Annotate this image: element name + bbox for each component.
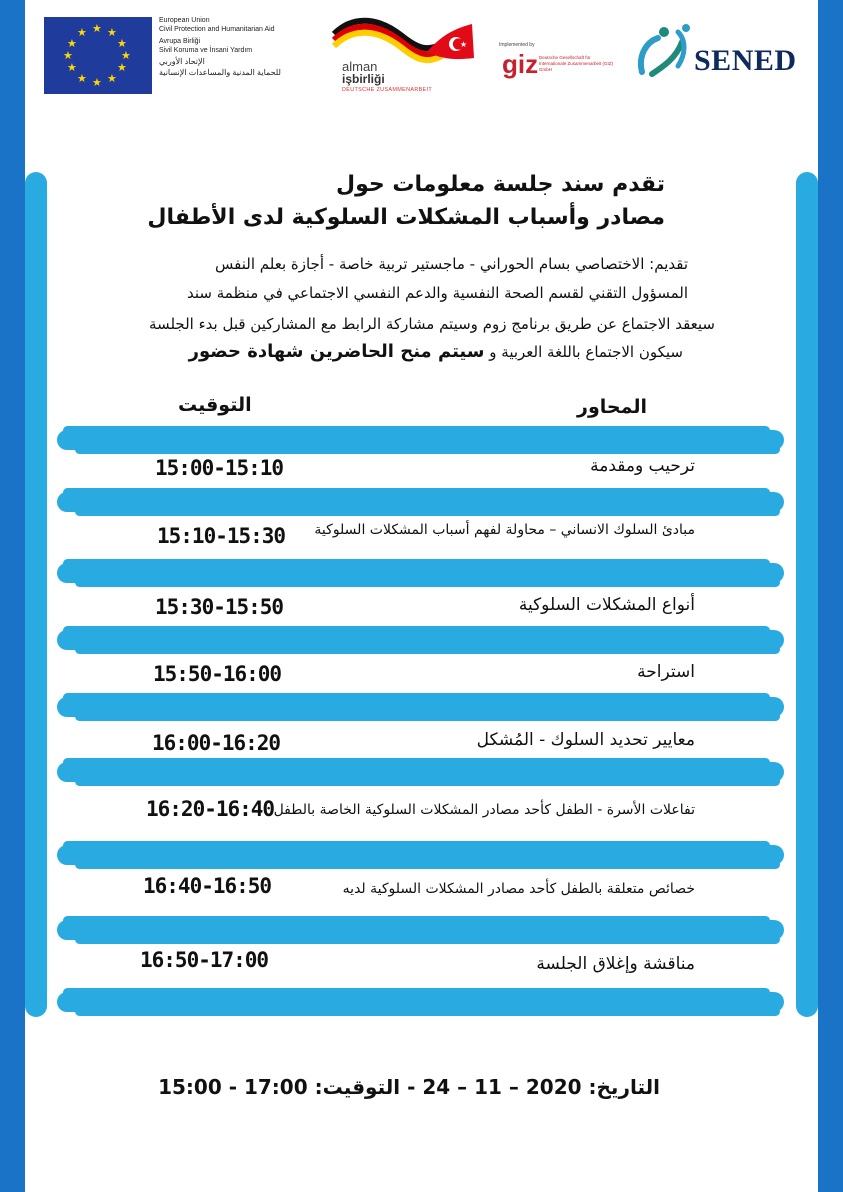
right-frame-bar <box>796 172 818 1017</box>
footer-date-time <box>60 1075 660 1099</box>
stripe-divider <box>57 630 784 650</box>
schedule-topic: استراحة <box>637 662 695 682</box>
svg-text:★: ★ <box>460 40 468 49</box>
schedule-time: 16:00-16:20 <box>152 731 281 755</box>
partner-logos <box>44 12 804 102</box>
intro-zoom-note: سيعقد الاجتماع عن طريق برنامج زوم وسيتم مشاركة الرابط مع المشاركين قبل بدء الجلسة <box>149 315 715 333</box>
title-line-1: تقدم سند جلسة معلومات حول <box>336 172 665 197</box>
intro-role: المسؤول التقني لقسم الصحة النفسية والدعم النفسي الاجتماعي في منظمة سند <box>187 284 688 302</box>
flag-ribbon-icon <box>332 14 482 64</box>
eu-line: Sivil Koruma ve İnsani Yardım <box>159 47 253 54</box>
intro-certificate-note <box>189 342 683 362</box>
schedule-time: 15:30-15:50 <box>155 595 284 619</box>
right-edge-band <box>818 0 843 1192</box>
footer-separator: - <box>407 1075 416 1099</box>
sened-figures-icon <box>634 22 696 84</box>
stripe-divider <box>57 992 784 1012</box>
eu-line: Civil Protection and Humanitarian Aid <box>159 26 275 33</box>
stripe-divider <box>57 920 784 940</box>
alman-line: DEUTSCHE ZUSAMMENARBEIT <box>342 87 433 93</box>
intro-presenter: تقديم: الاختصاصي بسام الحوراني - ماجستير تربية خاصة - أجازة بعلم النفس <box>215 255 688 273</box>
stripe-divider <box>57 697 784 717</box>
schedule-topic: أنواع المشكلات السلوكية <box>518 595 695 615</box>
footer-time-value: 15:00 - 17:00 <box>158 1075 308 1099</box>
footer-date-label: التاريخ: <box>588 1075 660 1099</box>
giz-full-name: Deutsche Gesellschaft für Internationale Zusammenarbeit (GIZ) GmbH <box>539 55 614 72</box>
sened-logo <box>634 22 804 92</box>
schedule-time: 15:10-15:30 <box>157 524 286 548</box>
title-line-2: مصادر وأسباب المشكلات السلوكية لدى الأطفال <box>147 205 665 230</box>
schedule-time: 16:20-16:40 <box>146 797 275 821</box>
eu-flag-logo: ★ ★ ★ ★ ★ ★ ★ ★ ★ ★ ★ ★ <box>44 17 152 94</box>
schedule-topic: مبادئ السلوك الانساني – محاولة لفهم أسباب المشكلات السلوكية <box>314 522 695 538</box>
stripe-divider <box>57 762 784 782</box>
left-edge-band <box>0 0 25 1192</box>
giz-implemented-by: Implemented by <box>499 42 535 48</box>
schedule-time: 16:40-16:50 <box>143 874 272 898</box>
schedule-time: 15:50-16:00 <box>153 662 282 686</box>
stripe-divider <box>57 563 784 583</box>
schedule-topic: تفاعلات الأسرة - الطفل كأحد مصادر المشكلات السلوكية الخاصة بالطفل <box>273 802 695 818</box>
schedule-topic: مناقشة وإغلاق الجلسة <box>536 954 695 974</box>
stripe-divider <box>57 845 784 865</box>
giz-mark: giz <box>502 49 539 79</box>
schedule-time: 15:00-15:10 <box>155 456 284 480</box>
stripe-divider <box>57 430 784 450</box>
left-frame-bar <box>25 172 47 1017</box>
alman-line: işbirliği <box>342 72 385 86</box>
timing-header: التوقيت <box>178 394 252 416</box>
eu-line-ar: الإتحاد الأوربي <box>159 57 205 66</box>
intro-certificate: سيتم منح الحاضرين شهادة حضور <box>188 341 485 362</box>
schedule-topic: خصائص متعلقة بالطفل كأحد مصادر المشكلات السلوكية لديه <box>342 881 695 897</box>
intro-language: سيكون الاجتماع باللغة العربية و <box>489 343 683 361</box>
footer-date-value: 24 – 11 – 2020 <box>422 1075 582 1099</box>
schedule-topic: ترحيب ومقدمة <box>590 456 695 476</box>
footer-time-label: التوقيت: <box>314 1075 401 1099</box>
schedule-time: 16:50-17:00 <box>140 948 269 972</box>
eu-line-ar: للحماية المدنية والمساعدات الإنسانية <box>159 68 281 77</box>
giz-logo <box>499 42 619 92</box>
alman-line: alman <box>342 59 378 74</box>
alman-isbirligi-logo <box>332 14 482 100</box>
topics-header: المحاور <box>577 396 647 418</box>
eu-line: Avrupa Birliği <box>159 38 201 45</box>
eu-line: European Union <box>159 17 210 24</box>
sened-name: SENED <box>694 44 797 77</box>
stripe-divider <box>57 492 784 512</box>
eu-logo-text <box>159 16 319 77</box>
schedule-topic: معايير تحديد السلوك - المُشكل <box>476 730 695 750</box>
